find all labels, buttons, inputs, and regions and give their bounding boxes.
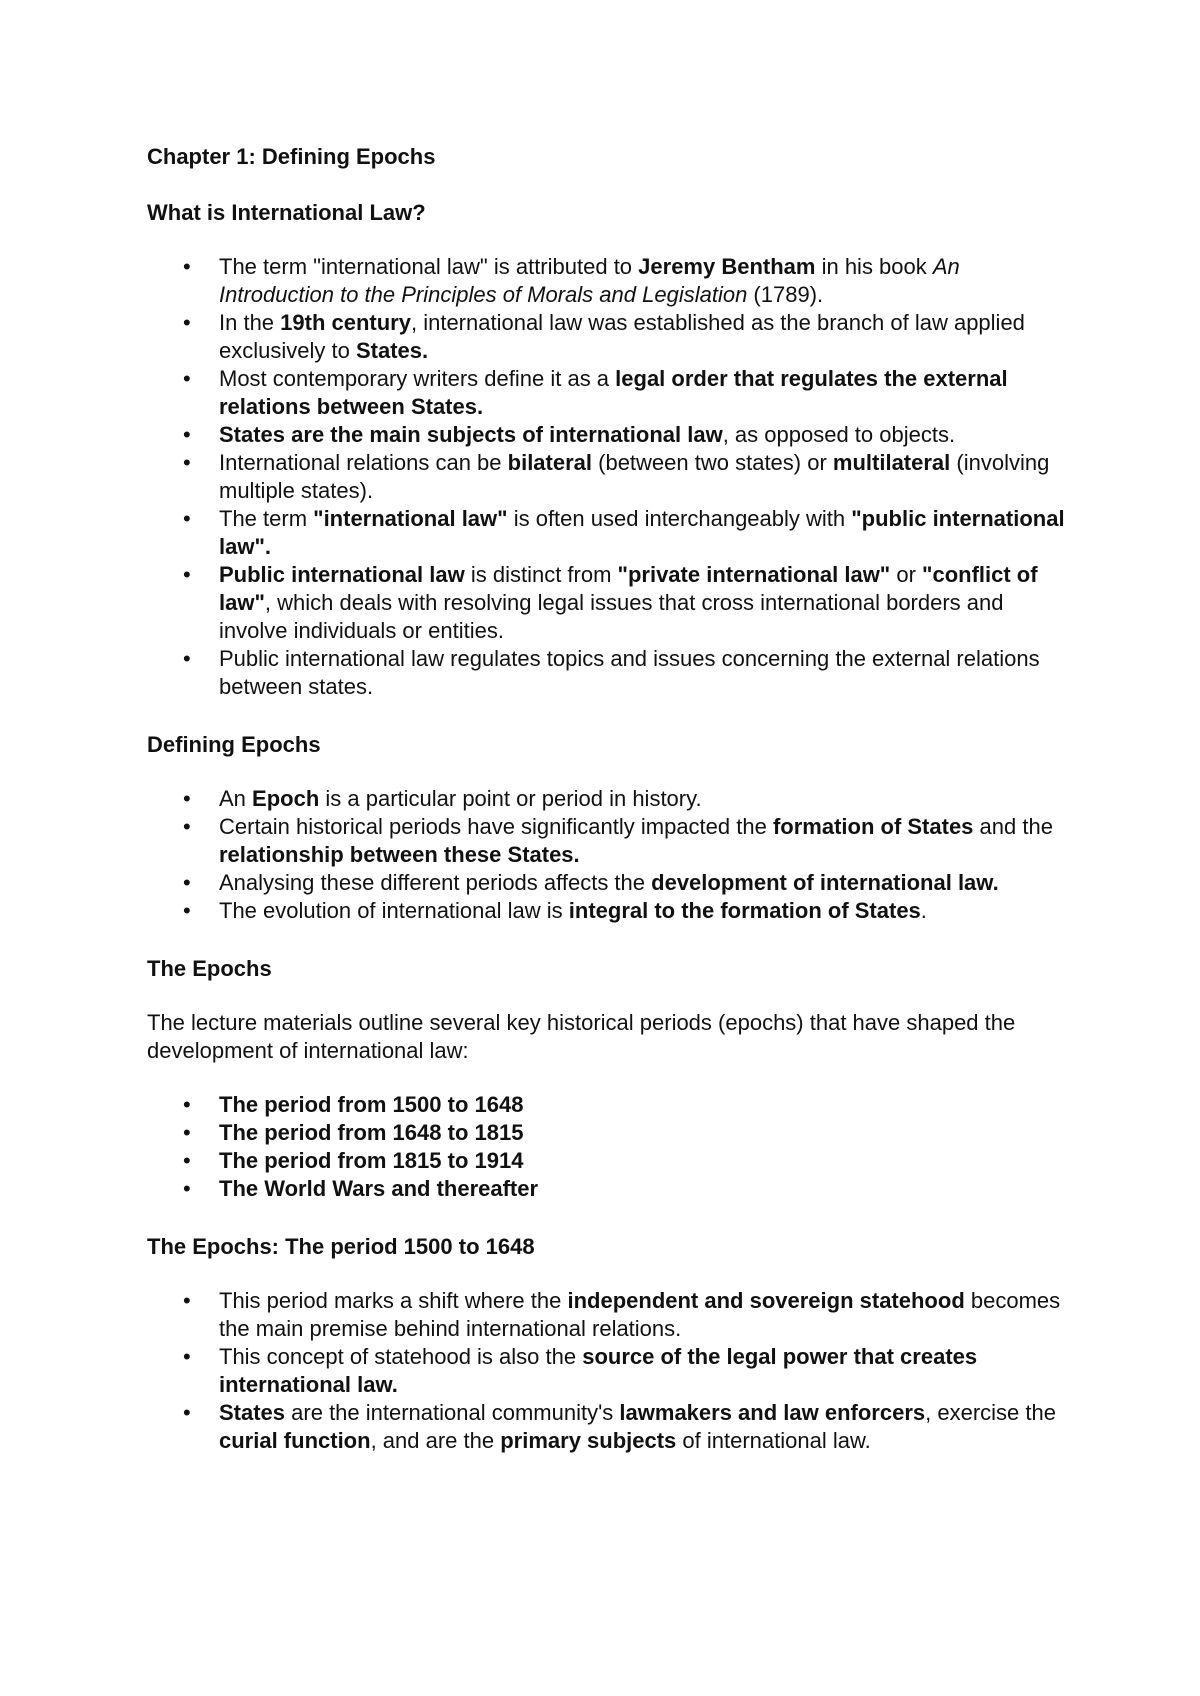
list-item: • This period marks a shift where the independent and sovereign statehood becomes the main premise behind international relations.: [147, 1287, 1077, 1343]
list-item: • The period from 1500 to 1648: [147, 1091, 1077, 1119]
section-heading-the-epochs: The Epochs: [147, 956, 272, 981]
section-heading-defining-epochs: Defining Epochs: [147, 732, 321, 757]
bullet-list-international-law: [147, 253, 1077, 701]
list-item: • In the 19th century, international law was established as the branch of law applied exclusively to States.: [147, 309, 1077, 365]
list-item: • The term "international law" is attributed to Jeremy Bentham in his book An Introduction to the Principles of Morals and Legislation (1789).: [147, 253, 1077, 309]
list-item: • Public international law regulates topics and issues concerning the external relations between states.: [147, 645, 1077, 701]
list-item: • An Epoch is a particular point or period in history.: [147, 785, 1077, 813]
list-item: • The period from 1648 to 1815: [147, 1119, 1077, 1147]
document-body: [147, 143, 1077, 1455]
list-item: • International relations can be bilateral (between two states) or multilateral (involving multiple states).: [147, 449, 1077, 505]
list-item: • The term "international law" is often used interchangeably with "public international law".: [147, 505, 1077, 561]
list-item: • Public international law is distinct from "private international law" or "conflict of law", which deals with resolving legal issues that cross international borders and involve individuals or entities.: [147, 561, 1077, 645]
list-item: • This concept of statehood is also the source of the legal power that creates international law.: [147, 1343, 1077, 1399]
bullet-list-period-1500-1648: [147, 1287, 1077, 1455]
list-item: • Analysing these different periods affects the development of international law.: [147, 869, 1077, 897]
bullet-list-defining-epochs: [147, 785, 1077, 925]
epochs-intro-paragraph: The lecture materials outline several key historical periods (epochs) that have shaped the development of international law:: [147, 1010, 1016, 1063]
chapter-title: Chapter 1: Defining Epochs: [147, 144, 436, 169]
bullet-list-epochs: [147, 1091, 1077, 1203]
list-item: • The period from 1815 to 1914: [147, 1147, 1077, 1175]
list-item: • The World Wars and thereafter: [147, 1175, 1077, 1203]
list-item: • States are the international community's lawmakers and law enforcers, exercise the curial function, and are the primary subjects of international law.: [147, 1399, 1077, 1455]
section-heading-what-is-international-law: What is International Law?: [147, 200, 426, 225]
list-item: • Certain historical periods have significantly impacted the formation of States and the relationship between these States.: [147, 813, 1077, 869]
list-item: • Most contemporary writers define it as a legal order that regulates the external relations between States.: [147, 365, 1077, 421]
list-item: • The evolution of international law is integral to the formation of States.: [147, 897, 1077, 925]
section-heading-period-1500-1648: The Epochs: The period 1500 to 1648: [147, 1234, 535, 1259]
list-item: • States are the main subjects of international law, as opposed to objects.: [147, 421, 1077, 449]
